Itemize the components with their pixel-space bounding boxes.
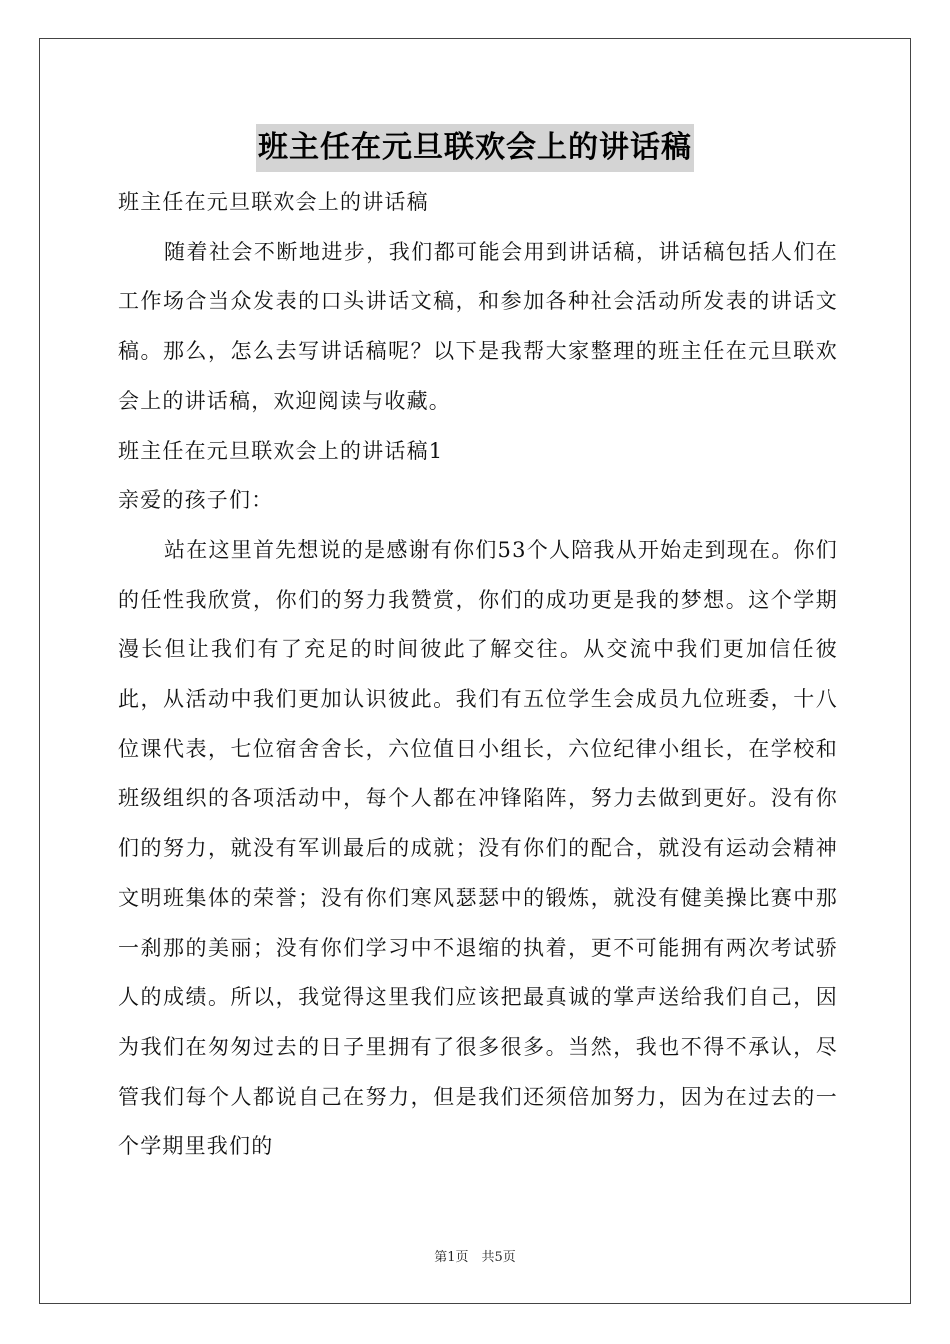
document-title: 班主任在元旦联欢会上的讲话稿: [256, 124, 694, 172]
page-footer: 第1页 共5页: [434, 1250, 516, 1265]
greeting-paragraph: 亲爱的孩子们：: [118, 488, 274, 513]
document-body: [118, 178, 838, 1172]
section-heading: 班主任在元旦联欢会上的讲话稿1: [118, 438, 444, 463]
intro-paragraph: 随着社会不断地进步，我们都可能会用到讲话稿，讲话稿包括人们在工作场合当众发表的口头讲话文稿，和参加各种社会活动所发表的讲话文稿。那么，怎么去写讲话稿呢？以下是我帮大家整理的班主任在元旦联欢会上的讲话稿，欢迎阅读与收藏。: [118, 239, 838, 413]
subtitle-paragraph: 班主任在元旦联欢会上的讲话稿: [118, 190, 429, 214]
title-container: [0, 124, 950, 172]
body-paragraph: 站在这里首先想说的是感谢有你们53个人陪我从开始走到现在。你们的任性我欣赏，你们的努力我赞赏，你们的成功更是我的梦想。这个学期漫长但让我们有了充足的时间彼此了解交往。从交流中我们更加信任彼此，从活动中我们更加认识彼此。我们有五位学生会成员九位班委，十八位课代表，七位宿舍舍长，六位值日小组长，六位纪律小组长，在学校和班级组织的各项活动中，每个人都在冲锋陷阵，努力去做到更好。没有你们的努力，就没有军训最后的成就；没有你们的配合，就没有运动会精神文明班集体的荣誉；没有你们寒风瑟瑟中的锻炼，就没有健美操比赛中那一刹那的美丽；没有你们学习中不退缩的执着，更不可能拥有两次考试骄人的成绩。所以，我觉得这里我们应该把最真诚的掌声送给我们自己，因为我们在匆匆过去的日子里拥有了很多很多。当然，我也不得不承认，尽管我们每个人都说自己在努力，但是我们还须倍加努力，因为在过去的一个学期里我们的: [118, 537, 838, 1159]
